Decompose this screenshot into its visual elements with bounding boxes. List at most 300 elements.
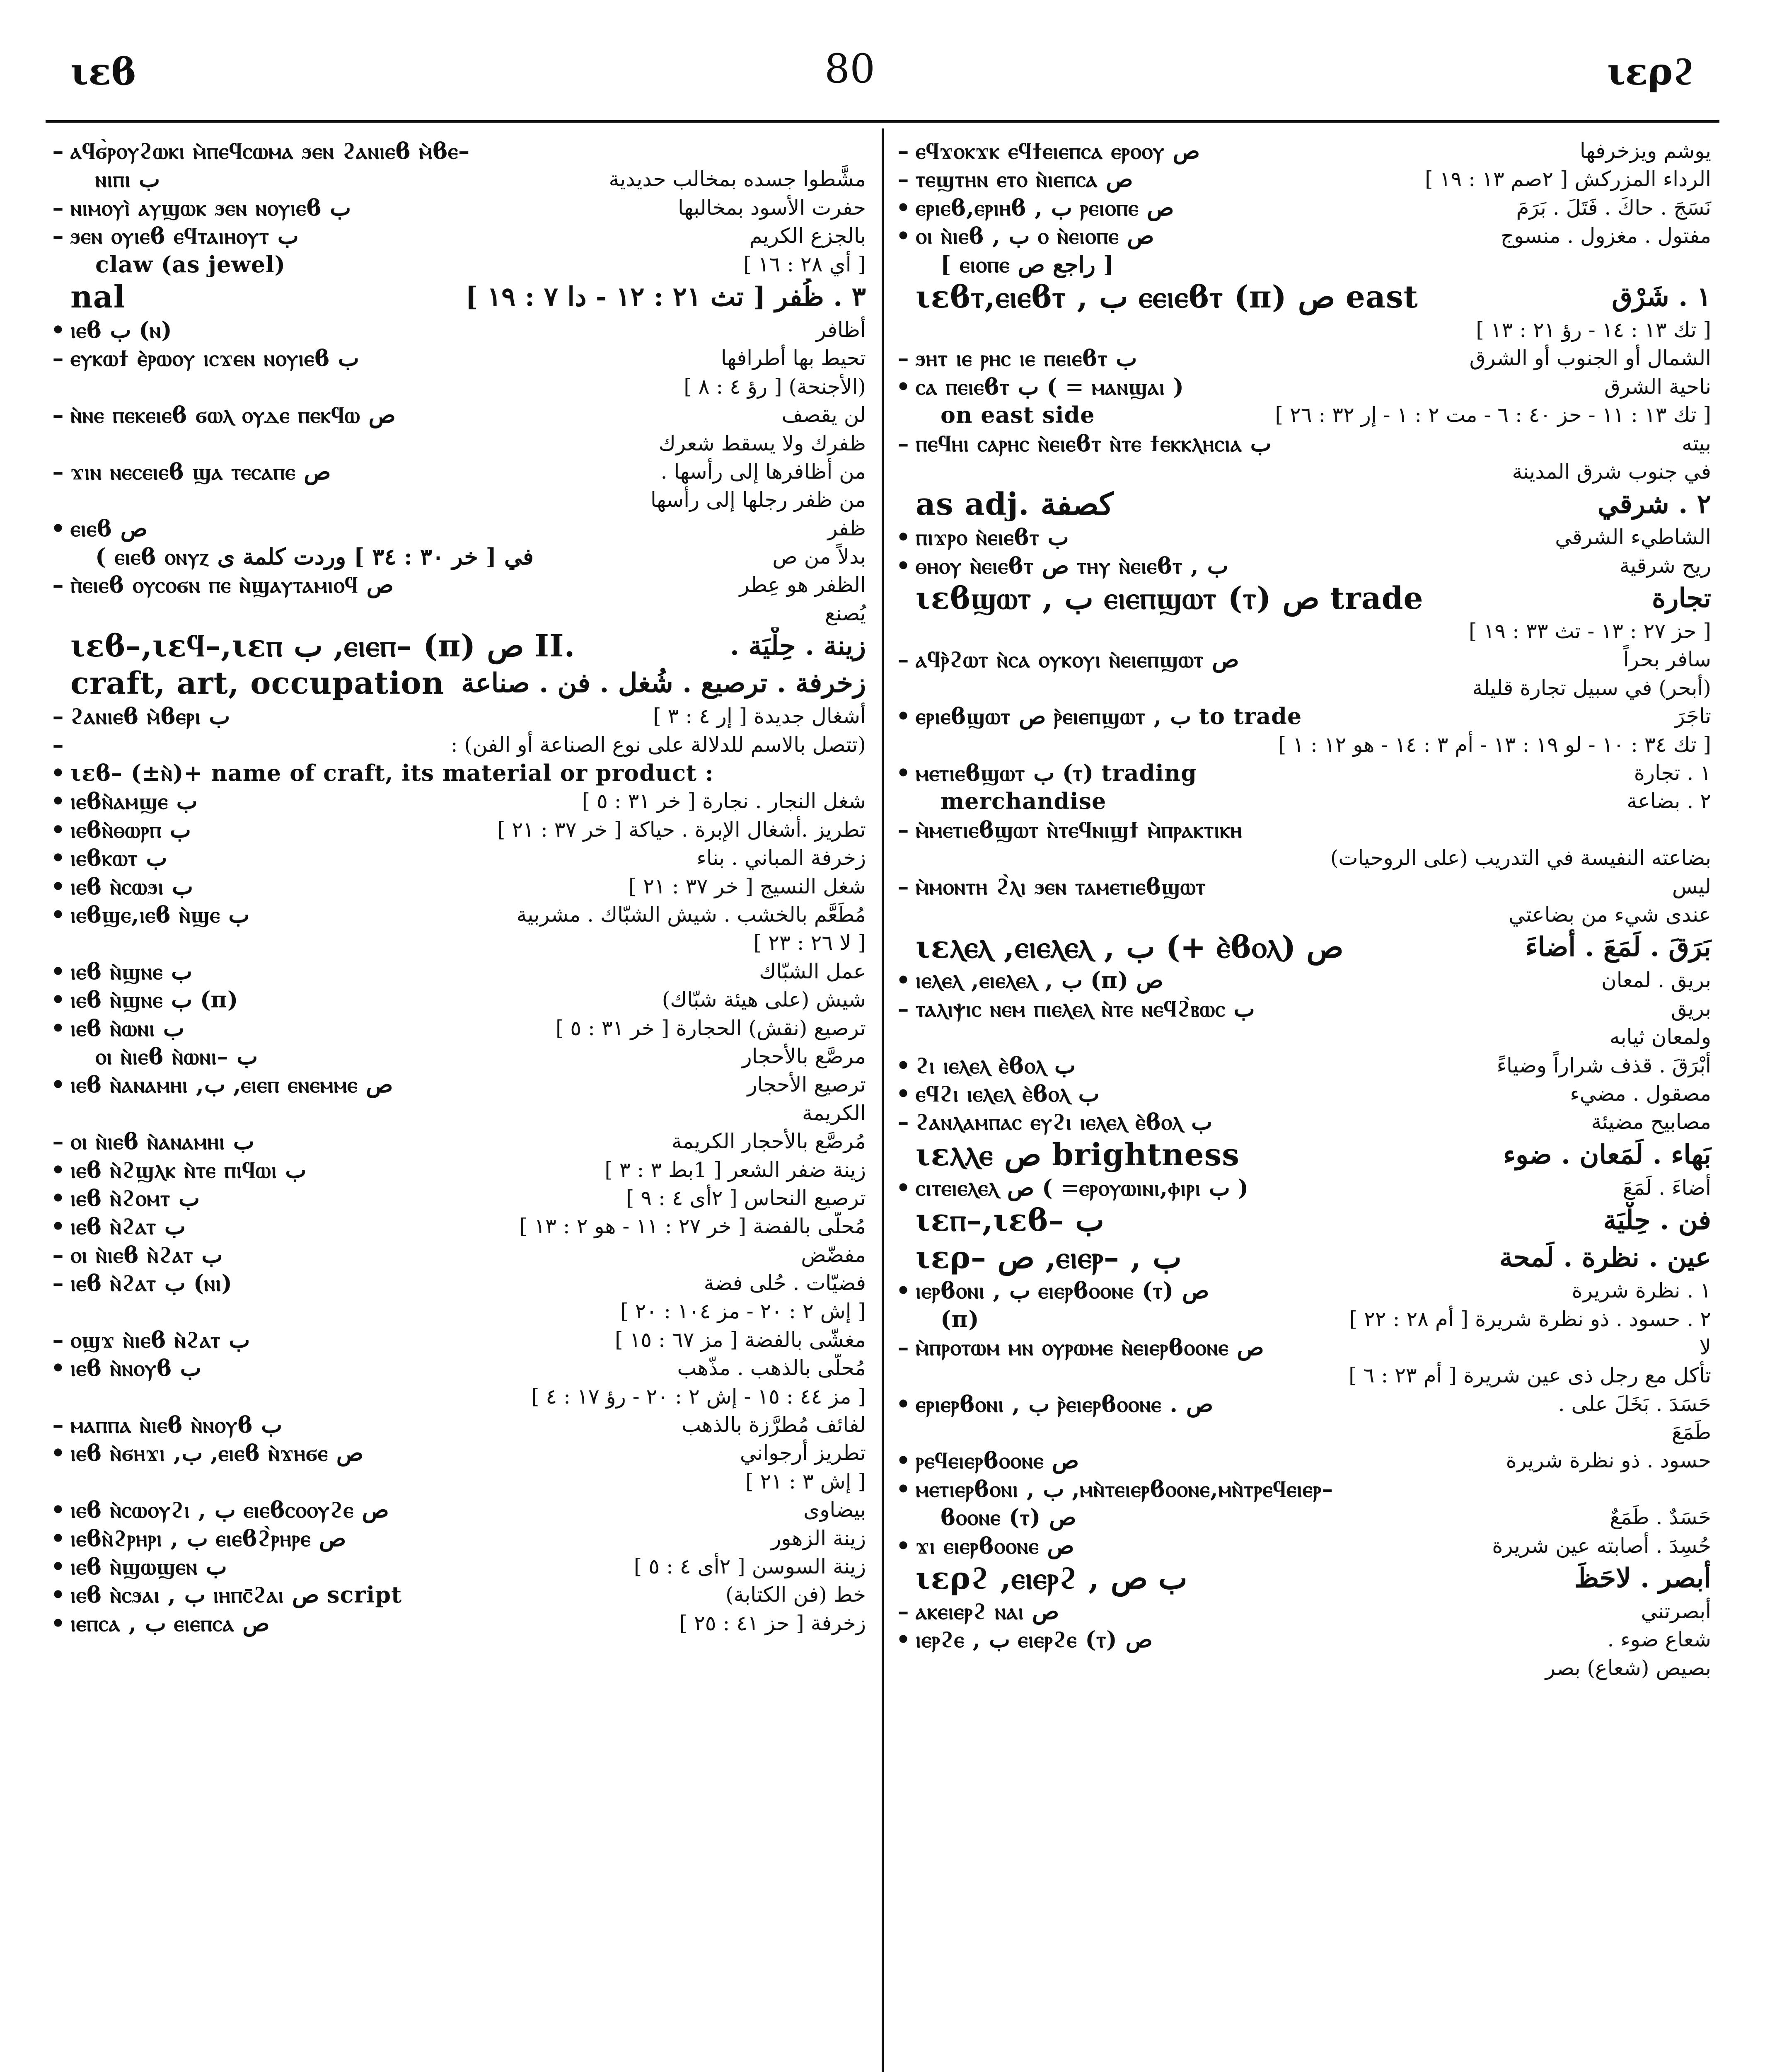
coptic-text: ιεⲡ–,ιεϐ– ب <box>916 1203 1104 1239</box>
arabic-gloss: بيضاوى <box>803 1498 866 1522</box>
entry-line <box>46 1609 874 1637</box>
entry-marker: • <box>51 1071 65 1098</box>
arabic-gloss: (الأجنحة) [ رؤ ٤ : ٨ ] <box>684 374 866 399</box>
coptic-text: as adj. كصفة <box>916 487 1114 523</box>
coptic-text: nal <box>70 279 126 315</box>
continuation-line <box>891 316 1719 344</box>
arabic-gloss: مشَّطوا جسده بمخالب حديدية <box>609 167 866 191</box>
entry-line <box>46 316 874 344</box>
arabic-gloss: ولمعان ثيابه <box>1609 1025 1711 1049</box>
coptic-text: ⲉⲩⲕⲱϯ ⲉ̀ⲣⲱⲟⲩ ⲓⲥϫⲉⲛ ⲛⲟⲩⲓⲉϐ ب <box>70 345 359 372</box>
coptic-text: ϩⲁⲛⲓⲉϐ ⲙ̀ϐⲉⲣⲓ ب <box>70 703 230 730</box>
coptic-text: ⲡⲓϫⲣⲟ ⲛ̀ⲉⲓⲉϐⲧ ب <box>916 524 1069 551</box>
coptic-text: ⲓⲉϐ ⲛ̀ϣⲛⲉ ب (п) <box>70 986 238 1013</box>
arabic-gloss: مُحلّى بالفضة [ خر ٢٧ : ١١ - هو ٢ : ١٣ ] <box>519 1214 866 1239</box>
entry-marker: • <box>51 873 65 900</box>
continuation-line <box>891 250 1719 278</box>
coptic-text: ϩⲓ ⲓⲉⲗⲉⲗ ⲉ̀ϐⲟⲗ ب <box>916 1052 1076 1079</box>
coptic-text: ⲣⲉϥⲉⲓⲉⲣϐⲟⲟⲛⲉ ص <box>916 1447 1079 1474</box>
entry-line <box>46 872 874 900</box>
entry-line <box>891 645 1719 673</box>
entry-line <box>46 401 874 429</box>
coptic-text: ⲓⲉϐ ⲛ̀ϣⲱϣⲉⲛ ب <box>70 1553 227 1580</box>
coptic-text: ιεⲗⲉⲗ ,ⲉⲓⲉⲗⲉⲗ , ب (+ ⲉ̀ϐⲟⲗ) ص <box>916 929 1344 966</box>
entry-line <box>46 514 874 542</box>
coptic-text: ϫⲓⲛ ⲛⲉⲥⲉⲓⲉϐ ϣⲁ ⲧⲉⲥⲁⲡⲉ ص <box>70 458 331 485</box>
coptic-text: ιεϐ–,ιεϥ–,ιεⲡ ب ,ⲉⲓⲉⲡ– (п) ص II. <box>70 628 575 664</box>
arabic-gloss: ٢ . حسود . ذو نظرة شريرة [ أم ٢٨ : ٢٢ ] <box>1349 1307 1711 1331</box>
arabic-gloss: نَسَجَ . حاكَ . فَتَلَ . بَرَمَ <box>1516 195 1711 220</box>
headword-line <box>46 278 874 316</box>
running-head-right: ιερϩ <box>1607 50 1695 94</box>
coptic-text: on east side <box>941 402 1095 428</box>
continuation-line <box>46 165 874 193</box>
arabic-gloss: ريح شرقية <box>1619 553 1711 578</box>
continuation-line <box>46 1382 874 1411</box>
arabic-gloss: مصابيح مضيئة <box>1591 1110 1711 1134</box>
entry-marker: • <box>896 1080 911 1107</box>
entry-line <box>891 966 1719 994</box>
continuation-line <box>891 844 1719 872</box>
coptic-text: ϩⲁⲛⲗⲁⲙⲡⲁⲥ ⲉⲩϩⲓ ⲓⲉⲗⲉⲗ ⲉ̀ϐⲟⲗ ب <box>916 1109 1212 1135</box>
entry-line <box>891 429 1719 457</box>
coptic-text: ⲟⲓ ⲛ̀ⲓⲉϐ ⲛ̀ⲱⲛⲓ– ب <box>95 1043 258 1070</box>
arabic-gloss: تأكل مع رجل ذى عين شريرة [ أم ٢٣ : ٦ ] <box>1349 1363 1711 1388</box>
entry-marker: – <box>897 1109 909 1135</box>
coptic-text: ⲓⲉⲗⲉⲗ ,ⲉⲓⲉⲗⲉⲗ , ب (п) ص <box>916 967 1163 994</box>
continuation-line <box>891 900 1719 929</box>
coptic-text: ( ⲉⲓⲉϐ ⲟⲛⲩⲍ في [ خر ٣٠ : ٣٤ ] وردت كلمة ى <box>95 543 534 570</box>
arabic-gloss: من ظفر رجلها إلى رأسها <box>650 488 866 512</box>
entry-marker: • <box>51 1440 65 1467</box>
arabic-gloss: بَرَقَ . لَمَعَ . أضاءَ <box>1525 932 1711 963</box>
coptic-text: ⲓⲉϐ ⲛ̀ⲛⲟⲩϐ ب <box>70 1355 201 1382</box>
arabic-gloss: حسود . ذو نظرة شريرة <box>1506 1448 1711 1473</box>
left-column <box>46 137 874 2072</box>
arabic-gloss: زخرفة . ترصيع . شُغل . فن . صناعة <box>461 668 866 699</box>
continuation-line <box>46 731 874 759</box>
coptic-text: ⲓⲉⲣϐⲟⲛⲓ , ب ⲉⲓⲉⲣϐⲟⲟⲛⲉ (ⲧ) ص <box>916 1277 1209 1304</box>
coptic-text: ⲓⲉϐ ⲛ̀ϩⲁⲧ ب (ⲛⲓ) <box>70 1270 232 1297</box>
entry-line <box>46 1269 874 1297</box>
running-head-left: ιεϐ <box>70 50 136 94</box>
arabic-gloss: (أبحر) في سبيل تجارة قليلة <box>1472 675 1711 700</box>
entry-marker: – <box>52 571 64 598</box>
coptic-text: ⲙ̀ⲙⲉⲧⲓⲉϐϣⲱⲧ ⲛ̀ⲧⲉϥⲛⲓϣϯ ⲙ̀ⲡⲣⲁⲕⲧⲓⲕⲏ <box>916 816 1243 843</box>
entry-line <box>46 1439 874 1467</box>
entry-line <box>891 373 1719 401</box>
coptic-text: (п) <box>941 1305 979 1332</box>
arabic-gloss: أشغال جديدة [ إر ٤ : ٣ ] <box>653 704 866 729</box>
continuation-line <box>46 1042 874 1070</box>
coptic-text: ιεⲗⲗⲉ ص brightness <box>916 1137 1240 1173</box>
entry-line <box>891 137 1719 165</box>
entry-line <box>46 1241 874 1269</box>
arabic-gloss: الكريمة <box>802 1101 866 1125</box>
entry-line <box>891 1532 1719 1560</box>
entry-marker: – <box>52 731 64 758</box>
arabic-gloss: ظفر <box>827 516 866 540</box>
arabic-gloss: [ تك ١٣ : ١٤ - رؤ ٢١ : ١٣ ] <box>1476 317 1711 342</box>
headword-line <box>46 665 874 702</box>
entry-line <box>46 1184 874 1212</box>
right-column <box>891 137 1719 2072</box>
coptic-text: ⲉⲣⲓⲉⲣϐⲟⲛⲓ , ب ⲣ̀ⲉⲓⲉⲣϐⲟⲟⲛⲉ . ص <box>916 1390 1214 1417</box>
entry-marker: • <box>51 986 65 1013</box>
arabic-gloss: ترصيع (نقش) الحجارة [ خر ٣١ : ٥ ] <box>556 1016 866 1040</box>
arabic-gloss: عندى شيء من بضاعتي <box>1508 902 1711 927</box>
arabic-gloss: حَسَدَ . بَخَلَ على . <box>1558 1392 1711 1416</box>
coptic-text: ⲑⲏⲟⲩ ⲛ̀ⲉⲓⲉϐⲧ ص ⲧⲏⲩ ⲛ̀ⲉⲓⲉϐⲧ , ب <box>916 552 1228 579</box>
entry-marker: – <box>52 703 64 730</box>
arabic-gloss: في جنوب شرق المدينة <box>1512 459 1711 484</box>
entry-line <box>46 900 874 929</box>
coptic-text: ϧⲏⲧ ⲓⲉ ⲣⲏⲥ ⲓⲉ ⲡⲉⲓⲉϐⲧ ب <box>916 345 1137 372</box>
entry-marker: – <box>52 345 64 372</box>
page-number: 80 <box>824 46 875 92</box>
entry-line <box>891 1174 1719 1202</box>
continuation-line <box>891 401 1719 429</box>
page-header <box>0 0 1765 124</box>
arabic-gloss: [ لا ٢٦ : ٢٣ ] <box>753 931 866 955</box>
entry-marker: • <box>896 760 911 787</box>
entry-line <box>46 1014 874 1042</box>
entry-marker: • <box>51 958 65 985</box>
coptic-text: ⲟⲓ ⲛ̀ⲓⲉϐ ⲛ̀ϩⲁⲧ ب <box>70 1241 223 1268</box>
headword-line <box>891 278 1719 316</box>
coptic-text: ⲓⲉϐ ⲛ̀ⲥⲱϧⲓ ب <box>70 873 193 900</box>
coptic-text: ⲓⲉϐ ⲛ̀ⲁⲛⲁⲙⲏⲓ ,ب ,ⲉⲓⲉⲡ ⲉⲛⲉⲙⲙⲉ ص <box>70 1071 393 1098</box>
entry-marker: • <box>51 788 65 815</box>
entry-marker: – <box>897 1334 909 1360</box>
entry-line <box>46 1070 874 1099</box>
entry-marker: – <box>52 402 64 428</box>
arabic-gloss: الظفر هو عِطر <box>739 573 866 597</box>
entry-line <box>46 1411 874 1439</box>
entry-marker: • <box>896 1277 911 1304</box>
coptic-text: ⲓⲉϐ ⲛ̀ϭⲏϫⲓ ,ب ,ⲉⲓⲉϐ ⲛ̀ϫⲏϭⲉ ص <box>70 1440 364 1467</box>
coptic-text: ⲓⲉϐ ⲛ̀ϣⲛⲉ ب <box>70 958 193 985</box>
arabic-gloss: ليس <box>1672 874 1711 898</box>
arabic-gloss: [ مز ٤٤ : ١٥ - إش ٢ : ٢٠ - رؤ ١٧ : ٤ ] <box>531 1384 866 1409</box>
coptic-text: ⲓⲉⲣϩⲉ , ب ⲉⲓⲉⲣϩⲉ (ⲧ) ص <box>916 1626 1153 1653</box>
entry-line <box>46 759 874 787</box>
entry-marker: • <box>51 901 65 928</box>
coptic-text: ⲓⲉϐ ب (ⲛ) <box>70 316 172 343</box>
coptic-text: ⲉⲣⲓⲉϐϣⲱⲧ ص ⲣ̀ⲉⲓⲉⲡϣⲱⲧ , ب to trade <box>916 703 1302 730</box>
coptic-text: ⲙⲉⲧⲓⲉⲣϐⲟⲛⲓ , ب ,ⲙⲛ̀ⲧⲉⲓⲉⲣϐⲟⲟⲛⲉ,ⲙⲛ̀ⲧⲣⲉϥⲉⲓⲉⲣ– <box>916 1475 1334 1502</box>
arabic-gloss: خط (فن الكتابة) <box>725 1583 866 1607</box>
coptic-text: ⲁϥⲣ̀ϩⲱⲧ ⲛ̀ⲥⲁ ⲟⲩⲕⲟⲩⲓ ⲛ̀ⲉⲓⲉⲡϣⲱⲧ ص <box>916 646 1239 673</box>
headword-line <box>891 1202 1719 1239</box>
coptic-text: craft, art, occupation <box>70 666 445 702</box>
arabic-gloss: عمل الشبّاك <box>759 959 866 983</box>
coptic-text: ⲉⲣⲓⲉϐ,ⲉⲣⲓⲏϐ , ب ⲣⲉⲓⲟⲡⲉ ص <box>916 194 1174 221</box>
arabic-gloss: زينة ضفر الشعر [ 1بط ٣ : ٣ ] <box>604 1157 866 1182</box>
entry-marker: • <box>51 1610 65 1636</box>
continuation-line <box>891 674 1719 702</box>
continuation-line <box>891 1361 1719 1389</box>
arabic-gloss: شغل النجار . نجارة [ خر ٣١ : ٥ ] <box>582 789 866 813</box>
arabic-gloss: بالجزع الكريم <box>749 224 866 248</box>
arabic-gloss: ١ . شَرْق <box>1612 281 1711 312</box>
coptic-text: ⲓⲉⲡⲥⲁ , ب ⲉⲓⲉⲡⲥⲁ ص <box>70 1610 270 1636</box>
entry-line <box>46 1212 874 1240</box>
entry-marker: • <box>896 703 911 730</box>
entry-marker: • <box>51 1156 65 1183</box>
arabic-gloss: أظافر <box>816 317 866 342</box>
entry-marker: • <box>896 223 911 249</box>
continuation-line <box>46 1099 874 1127</box>
coptic-text: ϐⲟⲟⲛⲉ (ⲧ) ص <box>941 1504 1076 1531</box>
coptic-text: ⲟⲓ ⲛ̀ⲓⲉϐ ⲛ̀ⲁⲛⲁⲙⲏⲓ ب <box>70 1128 254 1155</box>
arabic-gloss: الرداء المزركش [ ٢صم ١٣ : ١٩ ] <box>1425 167 1711 191</box>
coptic-text: ιερϩ ,ⲉⲓⲉⲣϩ , ب ص <box>916 1561 1187 1597</box>
entry-line <box>46 844 874 872</box>
continuation-line <box>891 457 1719 486</box>
coptic-text: claw (as jewel) <box>95 251 286 278</box>
arabic-gloss: لن يقصف <box>781 403 866 427</box>
coptic-text: ⲓⲉϐ ⲛ̀ϩⲟⲙⲧ ب <box>70 1184 200 1211</box>
headword-line <box>891 1136 1719 1174</box>
entry-marker: • <box>896 524 911 551</box>
arabic-gloss: مُرصَّع بالأحجار الكريمة <box>671 1129 866 1154</box>
entry-line <box>891 1597 1719 1625</box>
arabic-gloss: مفتول . مغزول . منسوج <box>1500 224 1711 248</box>
arabic-gloss: سافر بحراً <box>1623 647 1711 672</box>
arabic-gloss: ترصيع الأحجار <box>747 1072 866 1097</box>
entry-marker: – <box>52 1270 64 1297</box>
coptic-text: ιεϐⲧ,ⲉⲓⲉϐⲧ , ب ⲉⲉⲓⲉϐⲧ (п) ص east <box>916 279 1418 315</box>
coptic-text: ⲛ̀ⲛⲉ ⲡⲉⲕⲉⲓⲉϐ ϭⲱⲗ ⲟⲩⲇⲉ ⲡⲉⲕϥⲱ ص <box>70 402 396 428</box>
coptic-text: ⲓⲉϐ ⲛ̀ⲱⲛⲓ ب <box>70 1014 184 1041</box>
arabic-gloss: ترصيع النحاس [ ٢أى ٤ : ٩ ] <box>626 1186 866 1210</box>
arabic-gloss: تطريز .أشغال الإبرة . حياكة [ خر ٣٧ : ٢١ ] <box>497 817 866 842</box>
arabic-gloss: زينة السوسن [ ٢أى ٤ : ٥ ] <box>633 1554 866 1578</box>
arabic-gloss: [ حز ٢٧ : ١٣ - تث ٣٣ : ١٩ ] <box>1469 619 1711 644</box>
entry-line <box>891 1625 1719 1653</box>
arabic-gloss: حفرت الأسود بمخالبها <box>678 195 866 220</box>
entry-marker: • <box>896 1532 911 1559</box>
coptic-text: ⲙⲁⲡⲡⲁ ⲛ̀ⲓⲉϐ ⲛ̀ⲛⲟⲩϐ ب <box>70 1411 283 1438</box>
arabic-gloss: مُطَعَّم بالخشب . شيش الشبّاك . مشربية <box>516 902 866 927</box>
arabic-gloss: شعاع ضوء . <box>1607 1627 1711 1652</box>
entry-line <box>46 194 874 222</box>
entry-marker: • <box>51 1553 65 1580</box>
entry-line <box>46 1354 874 1382</box>
entry-marker: – <box>52 194 64 221</box>
arabic-gloss: تطريز أرجواني <box>740 1441 866 1465</box>
coptic-text: ⲉϥϫⲟⲕϫⲕ ⲉϥϯⲉⲓⲉⲡⲥⲁ ⲉⲣⲟⲟⲩ ص <box>916 138 1200 164</box>
entry-marker: • <box>51 1184 65 1211</box>
entry-line <box>46 137 874 165</box>
coptic-text: ⲁⲕⲉⲓⲉⲣϩ ⲛⲁⲓ ص <box>916 1598 1059 1625</box>
entry-line <box>891 523 1719 551</box>
entry-marker: • <box>51 1581 65 1608</box>
entry-line <box>891 1475 1719 1503</box>
coptic-text: ⲓⲉϐ ⲛ̀ⲥϧⲁⲓ , ب ⲓⲏⲡⲥ̄ϩⲁⲓ ص script <box>70 1581 402 1608</box>
continuation-line <box>46 1467 874 1496</box>
entry-line <box>46 957 874 985</box>
coptic-text: ⲥⲓⲧⲉⲓⲉⲗⲉⲗ ص ( =ⲉⲣⲟⲩⲱⲓⲛⲓ,ⲫⲓⲣⲓ ب ) <box>916 1174 1249 1201</box>
coptic-text: ⲓⲉϐⲛ̀ϩⲣⲏⲣⲓ , ب ⲉⲓⲉϐϩ̀ⲣⲏⲣⲉ ص <box>70 1525 346 1552</box>
entry-marker: • <box>896 194 911 221</box>
arabic-gloss: عين . نظرة . لَمحة <box>1499 1242 1711 1273</box>
continuation-line <box>891 1654 1719 1682</box>
headword-line <box>891 1239 1719 1276</box>
arabic-gloss: الشاطيء الشرقي <box>1555 525 1711 549</box>
arabic-gloss: طَمَعَ <box>1671 1420 1711 1445</box>
entry-marker: • <box>51 760 65 787</box>
coptic-text: ⲉϥϩⲓ ⲓⲉⲗⲉⲗ ⲉ̀ϐⲟⲗ ب <box>916 1080 1100 1107</box>
arabic-gloss: ٢ . شرقي <box>1597 489 1711 520</box>
coptic-text: merchandise <box>941 788 1107 815</box>
entry-marker: • <box>896 1475 911 1502</box>
header-rule <box>46 120 1719 123</box>
entry-line <box>891 702 1719 730</box>
entry-marker: – <box>897 138 909 164</box>
entry-marker: • <box>896 552 911 579</box>
arabic-gloss: أبصرتني <box>1641 1599 1711 1624</box>
arabic-gloss: حَسَدٌ . طَمَعٌ <box>1610 1505 1711 1530</box>
entry-marker: – <box>52 1128 64 1155</box>
entry-line <box>891 1080 1719 1108</box>
entry-marker: • <box>896 1390 911 1417</box>
entry-marker: – <box>897 345 909 372</box>
entry-line <box>46 344 874 372</box>
entry-line <box>891 1446 1719 1474</box>
arabic-gloss: مفضّض <box>801 1242 866 1267</box>
entry-marker: • <box>51 845 65 871</box>
arabic-gloss: ١ . تجارة <box>1634 761 1711 785</box>
arabic-gloss: أبْرَقَ . قذف شراراً وضياءً <box>1497 1053 1711 1077</box>
entry-marker: – <box>52 1241 64 1268</box>
coptic-text: ⲙⲉⲧⲓⲉϐϣⲱⲧ ب (ⲧ) trading <box>916 760 1197 787</box>
headword-line <box>891 580 1719 617</box>
coptic-text: ⲟϣϫ ⲛ̀ⲓⲉϐ ⲛ̀ϩⲁⲧ ب <box>70 1326 250 1353</box>
headword-line <box>891 929 1719 966</box>
entry-line <box>891 1108 1719 1136</box>
arabic-gloss: بدلاً من ص <box>772 545 866 569</box>
entry-marker: • <box>896 1052 911 1079</box>
arabic-gloss: حُسِدَ . أصابته عين شريرة <box>1492 1533 1711 1558</box>
entry-marker: – <box>52 458 64 485</box>
entry-line <box>891 165 1719 193</box>
arabic-gloss: شيش (على هيئة شبّاك) <box>662 988 866 1012</box>
entry-line <box>46 702 874 730</box>
entry-marker: – <box>52 1326 64 1353</box>
arabic-gloss: تاجَرَ <box>1675 704 1711 729</box>
entry-marker: • <box>51 1355 65 1382</box>
headword-line <box>46 627 874 665</box>
arabic-gloss: لفائف مُطرَّزة بالذهب <box>681 1413 866 1437</box>
entry-marker: • <box>51 316 65 343</box>
entry-line <box>891 759 1719 787</box>
arabic-gloss: [ تك ١٣ : ١١ - حز ٤٠ : ٦ - مت ٢ : ١ - إر ٣٢ : ٢٦ ] <box>1275 403 1711 427</box>
arabic-gloss: شغل النسيج [ خر ٣٧ : ٢١ ] <box>628 874 866 898</box>
entry-line <box>891 872 1719 900</box>
arabic-gloss: ناحية الشرق <box>1604 374 1711 399</box>
arabic-gloss: بريق . لمعان <box>1601 968 1711 992</box>
continuation-line <box>891 731 1719 759</box>
coptic-text: ιεϐ– (±ⲛ̀)+ name of craft, its material or product : <box>70 760 714 787</box>
coptic-text: ⲧⲁⲗⲓⲯⲓⲥ ⲛⲉⲙ ⲡⲓⲉⲗⲉⲗ ⲛ̀ⲧⲉ ⲛⲉϥϩ̀ⲃⲱⲥ ب <box>916 995 1255 1022</box>
entry-line <box>46 1524 874 1552</box>
headword-line <box>891 1560 1719 1597</box>
entry-line <box>46 787 874 815</box>
entry-marker: – <box>897 646 909 673</box>
continuation-line <box>46 250 874 278</box>
arabic-gloss: زينة الزهور <box>771 1526 866 1550</box>
entry-marker: • <box>51 1525 65 1552</box>
entry-line <box>46 1581 874 1609</box>
entry-marker: – <box>897 1598 909 1625</box>
entry-line <box>46 1552 874 1581</box>
entry-line <box>46 457 874 486</box>
arabic-gloss: مُحلّى بالذهب . مذّهب <box>677 1356 866 1380</box>
entry-line <box>46 985 874 1014</box>
coptic-text: ⲓⲉϐ ⲛ̀ϩⲁⲧ ب <box>70 1213 186 1240</box>
continuation-line <box>891 617 1719 645</box>
entry-line <box>46 816 874 844</box>
continuation-line <box>891 1418 1719 1446</box>
coptic-text: ⲁϥϭ̀ⲣⲟⲩϩⲱⲕⲓ ⲙ̀ⲡⲉϥⲥⲱⲙⲁ ϧⲉⲛ ϩⲁⲛⲓⲉϐ ⲙ̀ϐⲉ– <box>70 138 470 164</box>
continuation-line <box>46 429 874 457</box>
arabic-gloss: الشمال أو الجنوب أو الشرق <box>1469 346 1711 370</box>
coptic-text: ⲓⲉϐ ⲛ̀ϩϣⲗⲕ ⲛ̀ⲧⲉ ⲡⲓϥⲱⲓ ب <box>70 1156 307 1183</box>
entry-marker: • <box>51 1213 65 1240</box>
entry-line <box>891 552 1719 580</box>
entry-line <box>891 194 1719 222</box>
arabic-gloss: يوشم ويزخرفها <box>1579 139 1711 163</box>
coptic-text: ⲡⲉϥⲏⲓ ⲥⲁⲣⲏⲥ ⲛ̀ⲉⲓⲉϐⲧ ⲛ̀ⲧⲉ ϯⲉⲕⲕⲗⲏⲥⲓⲁ ب <box>916 430 1272 457</box>
continuation-line <box>891 1503 1719 1531</box>
entry-line <box>46 1127 874 1155</box>
entry-line <box>891 1051 1719 1080</box>
arabic-gloss: [ إش ٢ : ٢٠ - مز ١٠٤ : ٢٠ ] <box>620 1299 866 1324</box>
entry-marker: • <box>51 1014 65 1041</box>
continuation-line <box>46 599 874 627</box>
continuation-line <box>891 787 1719 815</box>
column-divider <box>882 128 884 2072</box>
arabic-gloss: أضاءَ . لَمَعَ <box>1622 1175 1711 1200</box>
arabic-gloss: فضيّات . حُلى فضة <box>704 1271 866 1295</box>
entry-marker: – <box>897 816 909 843</box>
arabic-gloss: بصيص (شعاع) بصر <box>1545 1656 1711 1680</box>
continuation-line <box>46 373 874 401</box>
coptic-text: ιεϐϣⲱⲧ , ب ⲉⲓⲉⲡϣⲱⲧ (ⲧ) ص trade <box>916 581 1424 617</box>
entry-marker: • <box>896 373 911 400</box>
arabic-gloss: من أظافرها إلى رأسها . <box>660 459 866 484</box>
entry-marker: • <box>51 816 65 843</box>
coptic-text: ιερ– ص ,ⲉⲓⲉⲣ– , ب <box>916 1240 1182 1276</box>
entry-marker: – <box>897 430 909 457</box>
coptic-text: ⲡ̀ⲉⲓⲉϐ ⲟⲩⲥⲟϭⲛ ⲡⲉ ⲛ̀ϣⲁⲩⲧⲁⲙⲓⲟϥ ص <box>70 571 394 598</box>
coptic-text: ⲙ̀ⲡⲣⲟⲧⲱⲙ ⲙⲛ ⲟⲩⲣⲱⲙⲉ ⲛ̀ⲉⲓⲉⲣϐⲟⲟⲛⲉ ص <box>916 1334 1264 1360</box>
arabic-gloss: [ أي ٢٨ : ١٦ ] <box>743 252 866 276</box>
arabic-gloss: ١ . نظرة شريرة <box>1572 1278 1711 1303</box>
arabic-gloss: بضاعته النفيسة في التدريب (على الروحيات) <box>1330 846 1711 870</box>
coptic-text: ϧⲉⲛ ⲟⲩⲓⲉϐ ⲉϥⲧⲁⲓⲏⲟⲩⲧ ب <box>70 223 299 249</box>
arabic-gloss: بَهاء . لَمَعان . ضوء <box>1503 1139 1711 1170</box>
arabic-gloss: مرصَّع بالأحجار <box>742 1044 866 1068</box>
entry-marker: – <box>897 995 909 1022</box>
entry-line <box>891 344 1719 372</box>
coptic-text: ⲧⲉϣⲧⲏⲛ ⲉⲧⲟ ⲛ̀ⲓⲉⲡⲥⲁ ص <box>916 166 1133 193</box>
arabic-gloss: تجارة <box>1651 583 1711 614</box>
arabic-gloss: [ تك ٣٤ : ١٠ - لو ١٩ : ١٣ - أم ٣ : ١٤ - هو ١٢ : ١ ] <box>1278 732 1711 757</box>
entry-marker: – <box>897 166 909 193</box>
